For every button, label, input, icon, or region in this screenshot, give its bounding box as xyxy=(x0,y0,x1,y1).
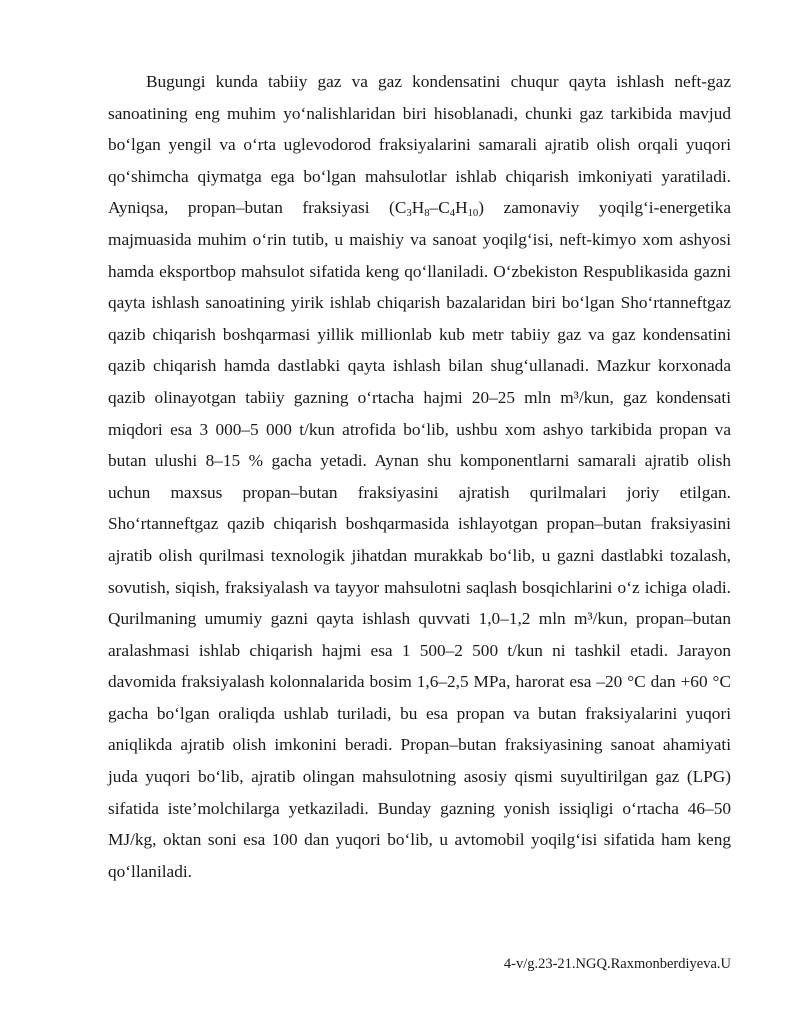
formula-subscript-8: 8 xyxy=(424,207,430,220)
paragraph-text-end: ) zamonaviy yoqilg‘i-energetika majmuasida muhim o‘rin tutib, u maishiy va sanoat yoqilg‘isi, neft-kimyo xom ashyosi hamda eksportbop mahsulot sifatida keng qo‘llaniladi. O‘zbekiston Respublikasida gazni qayta ishlash sanoatining yirik ishlab chiqarish bazalaridan biri bo‘lgan Sho‘rtanneftgaz qazib chiqarish boshqarmasi yillik millionlab kub metr tabiiy gaz va gaz kondensatini qazib chiqarish hamda dastlabki qayta ishlash bilan shug‘ullanadi. Mazkur korxonada qazib olinayotgan tabiiy gazning o‘rtacha hajmi 20–25 mln m³/kun, gaz kondensati miqdori esa 3 000–5 000 t/kun atrofida bo‘lib, ushbu xom ashyo tarkibida propan va butan ulushi 8–15 % gacha yetadi. Aynan shu komponentlarni samarali ajratib olish uchun maxsus propan–butan fraksiyasini ajratish qurilmalari joriy etilgan. Sho‘rtanneftgaz qazib chiqarish boshqarmasida ishlayotgan propan–butan fraksiyasini ajratib olish qurilmasi texnologik jihatdan murakkab bo‘lib, u gazni dastlabki tozalash, sovutish, siqish, fraksiyalash va tayyor mahsulotni saqlash bosqichlarini o‘z ichiga oladi. Qurilmaning umumiy gazni qayta ishlash quvvati 1,0–1,2 mln m³/kun, propan–butan aralashmasi ishlab chiqarish hajmi esa 1 500–2 500 t/kun ni tashkil etadi. Jarayon davomida fraksiyalash kolonnalarida bosim 1,6–2,5 MPa, harorat esa –20 °C dan +60 °C gacha bo‘lgan oraliqda ushlab turiladi, bu esa propan va butan fraksiyalarini yuqori aniqlikda ajratib olish imkonini beradi. Propan–butan fraksiyasining sanoat ahamiyati juda yuqori bo‘lib, ajratib olingan mahsulotning asosiy qismi suyultirilgan gaz (LPG) sifatida iste’molchilarga yetkaziladi. Bunday gazning yonish issiqligi o‘rtacha 46–50 MJ/kg, oktan soni esa 100 dan yuqori bo‘lib, u avtomobil yoqilg‘isi sifatida ham keng qo‘llaniladi. xyxy=(108,198,731,881)
formula-hydrogen-2: H xyxy=(455,198,468,218)
formula-subscript-4: 4 xyxy=(449,207,456,220)
page-footer: 4-v/g.23-21.NGQ.Raxmonberdiyeva.U xyxy=(503,956,731,972)
formula-subscript-3: 3 xyxy=(406,207,412,220)
body-paragraph xyxy=(108,66,731,887)
formula-subscript-10: 10 xyxy=(467,207,479,220)
formula-carbon-2: C xyxy=(438,198,450,218)
formula-hydrogen-1: H xyxy=(411,198,425,218)
chemical-formula xyxy=(394,198,479,220)
formula-dash: – xyxy=(429,198,439,218)
paragraph-text-start: Bugungi kunda tabiiy gaz va gaz kondensatini chuqur qayta ishlash neft-gaz sanoatining eng muhim yo‘nalishlaridan biri hisoblanadi, chunki gaz tarkibida mavjud bo‘lgan yengil va o‘rta uglevodorod fraksiyalarini samarali ajratib olish orqali yuqori qo‘shimcha qiymatga ega bo‘lgan mahsulotlar ishlab chiqarish imkoniyati yaratiladi. Ayniqsa, propan–butan fraksiyasi ( xyxy=(108,72,731,218)
formula-carbon-1: C xyxy=(394,198,407,218)
